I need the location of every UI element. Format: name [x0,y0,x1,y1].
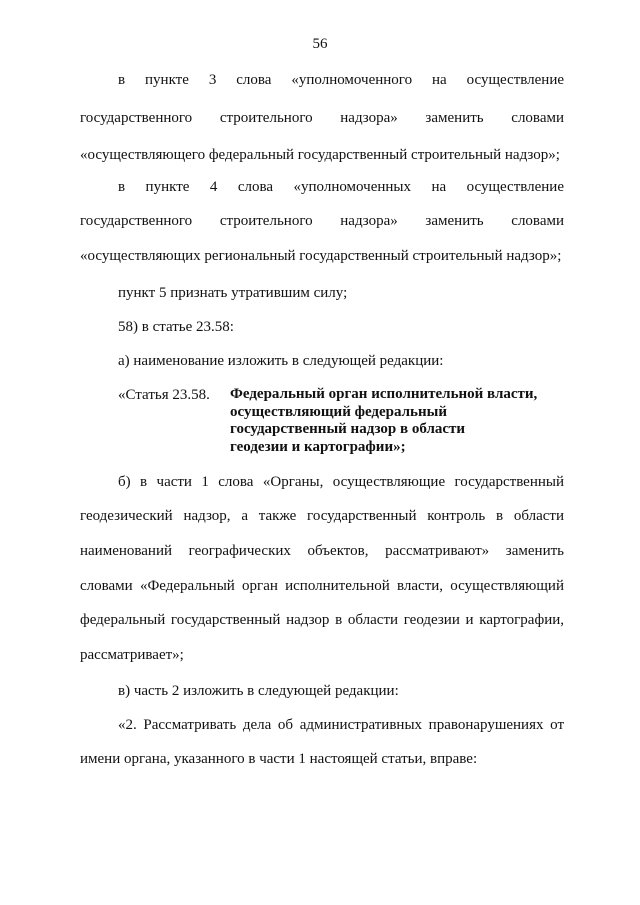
paragraph-line: в пункте 4 слова «уполномоченных на осуществление [118,179,564,195]
paragraph-line: рассматривает»; [80,647,184,663]
article-title-line: Федеральный орган исполнительной власти, [230,386,538,402]
paragraph-line: в пункте 3 слова «уполномоченного на осуществление [118,72,564,88]
paragraph-line: государственного строительного надзора» заменить словами [80,110,564,126]
article-title-line: геодезии и картографии»; [230,438,406,455]
article-title-line: осуществляющий федеральный [230,403,447,420]
paragraph-line: в) часть 2 изложить в следующей редакции: [118,683,399,699]
article-title-line: государственный надзор в области [230,421,466,437]
paragraph-line: федеральный государственный надзор в области геодезии и картографии, [80,612,564,628]
paragraph-line: наименований географических объектов, рассматривают» заменить [80,543,564,559]
paragraph-line: «осуществляющего федеральный государственный строительный надзор»; [80,147,560,163]
paragraph-line: словами «Федеральный орган исполнительной власти, осуществляющий [80,578,564,594]
paragraph-line: «2. Рассматривать дела об административных правонарушениях от [118,717,564,733]
article-label: «Статья 23.58. [118,387,210,403]
paragraph-line: б) в части 1 слова «Органы, осуществляющие государственный [118,474,564,490]
page-number: 56 [312,36,328,52]
article-title [230,386,560,456]
paragraph-line: государственного строительного надзора» заменить словами [80,213,564,229]
paragraph-line: 58) в статье 23.58: [118,319,234,335]
paragraph-line: геодезический надзор, а также государственный контроль в области [80,508,564,524]
paragraph-line: а) наименование изложить в следующей редакции: [118,353,444,369]
paragraph-line: «осуществляющих региональный государственный строительный надзор»; [80,248,562,264]
paragraph-line: имени органа, указанного в части 1 настоящей статьи, вправе: [80,751,478,767]
paragraph-line: пункт 5 признать утратившим силу; [118,285,348,301]
